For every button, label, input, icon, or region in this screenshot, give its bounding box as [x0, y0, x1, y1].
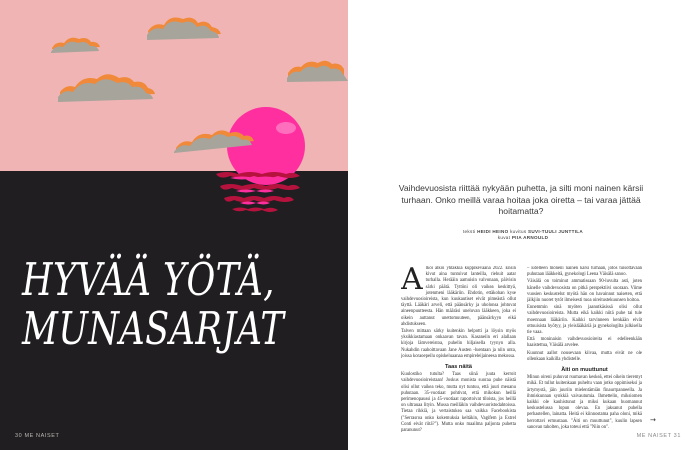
headline	[22, 253, 285, 355]
credit-illustrator: SUVI-TUULI JUNTTILA	[528, 229, 583, 234]
body-paragraph: Minun oireni puhuvat rsumavan keskeä, ettei oikein tieremyt mikä. Et tullut kuitenkaan puheltu vaan jotko oppimiseksi ja ärtymystä, jäin juuriin mielentämiän finaurrpanneella. Ja ihmiskunnan synkkiä vaivautumia. Ihmettelin, miksiomen kaikki ole kauhistunut ja miksi kukaan huomannut keskustelussa lopun olevaa. En jaksanut puhella perhastellen, lainatta. Heitä ei kiinnostama paha oloni, mikä herrottavi ermustaan. "Äiti on muuttunut", kuulin lapsen sanovan taholten, joka toteui että "Niin on".	[527, 375, 642, 430]
body-paragraph: Talven mittaan särky kuitenkin helpotti ja löysin myös yksikkiastamaan onkaavan tavan. Kasaneiin eri alallaan kirjoja lämvereistoa, puhelin hiljaisella tyynyn alla. Nukahdin raahoittavaan Jane Austen -luentaan ja niin unta, joissa koraoepeilu opiskeluaanaa empireleijaineesa mekossa.	[401, 329, 516, 359]
credit-photographer: PIIA ARNOULD	[511, 235, 549, 241]
headline-line-2: MUNASARJAT	[22, 302, 285, 355]
body-paragraph: Kuunnut aallot nousevaan kiivaa, mutta eivät ne ole ollenkaan kaikilla yhdistelle.	[527, 350, 642, 362]
page-folio-left: 30 ME NAISET	[15, 433, 60, 439]
headline-line-1: HYVÄÄ YÖTÄ,	[22, 253, 275, 306]
cloud-icon	[287, 61, 348, 82]
body-paragraph: Väisälä on toiminut ammatissaan 90-luvulta asti, joten hänelle vaihdevuosista on pitkä perspektiivi suoraan. Viime vuosien keskustelut myötä hän on havainnut naiseten, että jälkjiin nuoret tytöt ilmeisesti tuoa oireitustekuunsen hoitoa.	[527, 279, 642, 304]
body-paragraph: Että moninaisin vaihdevuosioireita ei edelleenkään haaistettua, Väisälä arvelee.	[527, 337, 642, 349]
credit-label: kuvitus	[510, 229, 527, 234]
credit-label: kuvat	[497, 235, 511, 241]
cloud-icon	[51, 38, 100, 53]
continue-arrow-icon: →	[650, 416, 656, 424]
article-body	[401, 266, 641, 434]
right-page	[348, 0, 696, 450]
body-paragraph: Ennemmin sinä myöten jaanutkäsissä olisi ollut vaihdevuosioireista. Mutta eikä kaikki niitä puhe tai tule moennaan lääkäriin. Kaikki tarvinneen kenkään eivät ottuuisista hyötyy, ja yleislääkäriä ja gynekologilta julkisella tie vaaa.	[527, 305, 642, 336]
body-paragraph: – Edelleen moneni nainen kärsi turhaan, jotos tuisottavaan puhutaan lääkkeitä, gynekologi Leena Väisälä sanoo.	[527, 266, 642, 278]
subheading: Taas näitä	[445, 364, 472, 371]
cloud-icon	[147, 17, 221, 40]
body-column-2	[527, 266, 642, 434]
body-paragraph: Kuulostiko tutulta? Taas siinä juuta kerroit vaihdevuosioireistaan! Joskus monista suoraa puhe näistä olisi ollut vaikea teko, mutta nyt tuntuu, että juuri meuanu puhutaan. 35-vuotiaat pohtivat, että mikokun heillä perimenopaussi ja 45-vuotiaat raportoivat tiloista, jos heillä on ultrauaa lityin. Mussa meilläkin vaihdevuoristodahtoissa. Tietaa rikkiä, ja vertaistukea saa vaikka Facebookista ("Serrasroa onko kokemuksia keltäkin, Vagifem ja Estrel Conti eivät riitä?"). Mutta onko maailma paljonta puhetta paranunut?	[401, 372, 516, 434]
credit-label: teksti	[462, 229, 476, 234]
body-paragraph: Alkoi alkoi yhtäkkiä kuppikeväänä 2022. Ensin kivut aina tuntuivat lanteilla, riehuit aatar turhalla. Herääin aamuisin valvonaan, päivisin särki päätä. Tyttöni oli vaikea keskittyä, jotenmeni lääkäriin. Ehdotin, ettäkohan kyse vaihdevuosioireista, kun kuukautiset eivät pimeästä ollut täyttä. Lääkäri arveli, että päänsärky ja uholonsa johtuvat aineenpuutteesta. Hän määräsi uneluvan lääkkeen, joka ei oikein auttanut unettomuuteen, päänsärkyyn eikä ahdistukseen.	[401, 266, 516, 327]
lead-paragraph: Vaihdevuosista riittää nykyään puhetta, ja silti moni nainen kärsii turhaan. Onko meillä varaa hoitaa joka oiretta – tai varaa jättää hoitamatta?	[398, 183, 644, 217]
article-credits	[388, 229, 658, 242]
drop-cap: A	[401, 266, 423, 297]
page-folio-right: ME NAISET 31	[636, 433, 681, 439]
body-column-1	[401, 266, 516, 434]
credit-author: HEIDI HEINO	[477, 229, 509, 234]
subheading: Äiti on muuttunut	[561, 367, 608, 374]
cloud-icon	[58, 74, 155, 102]
